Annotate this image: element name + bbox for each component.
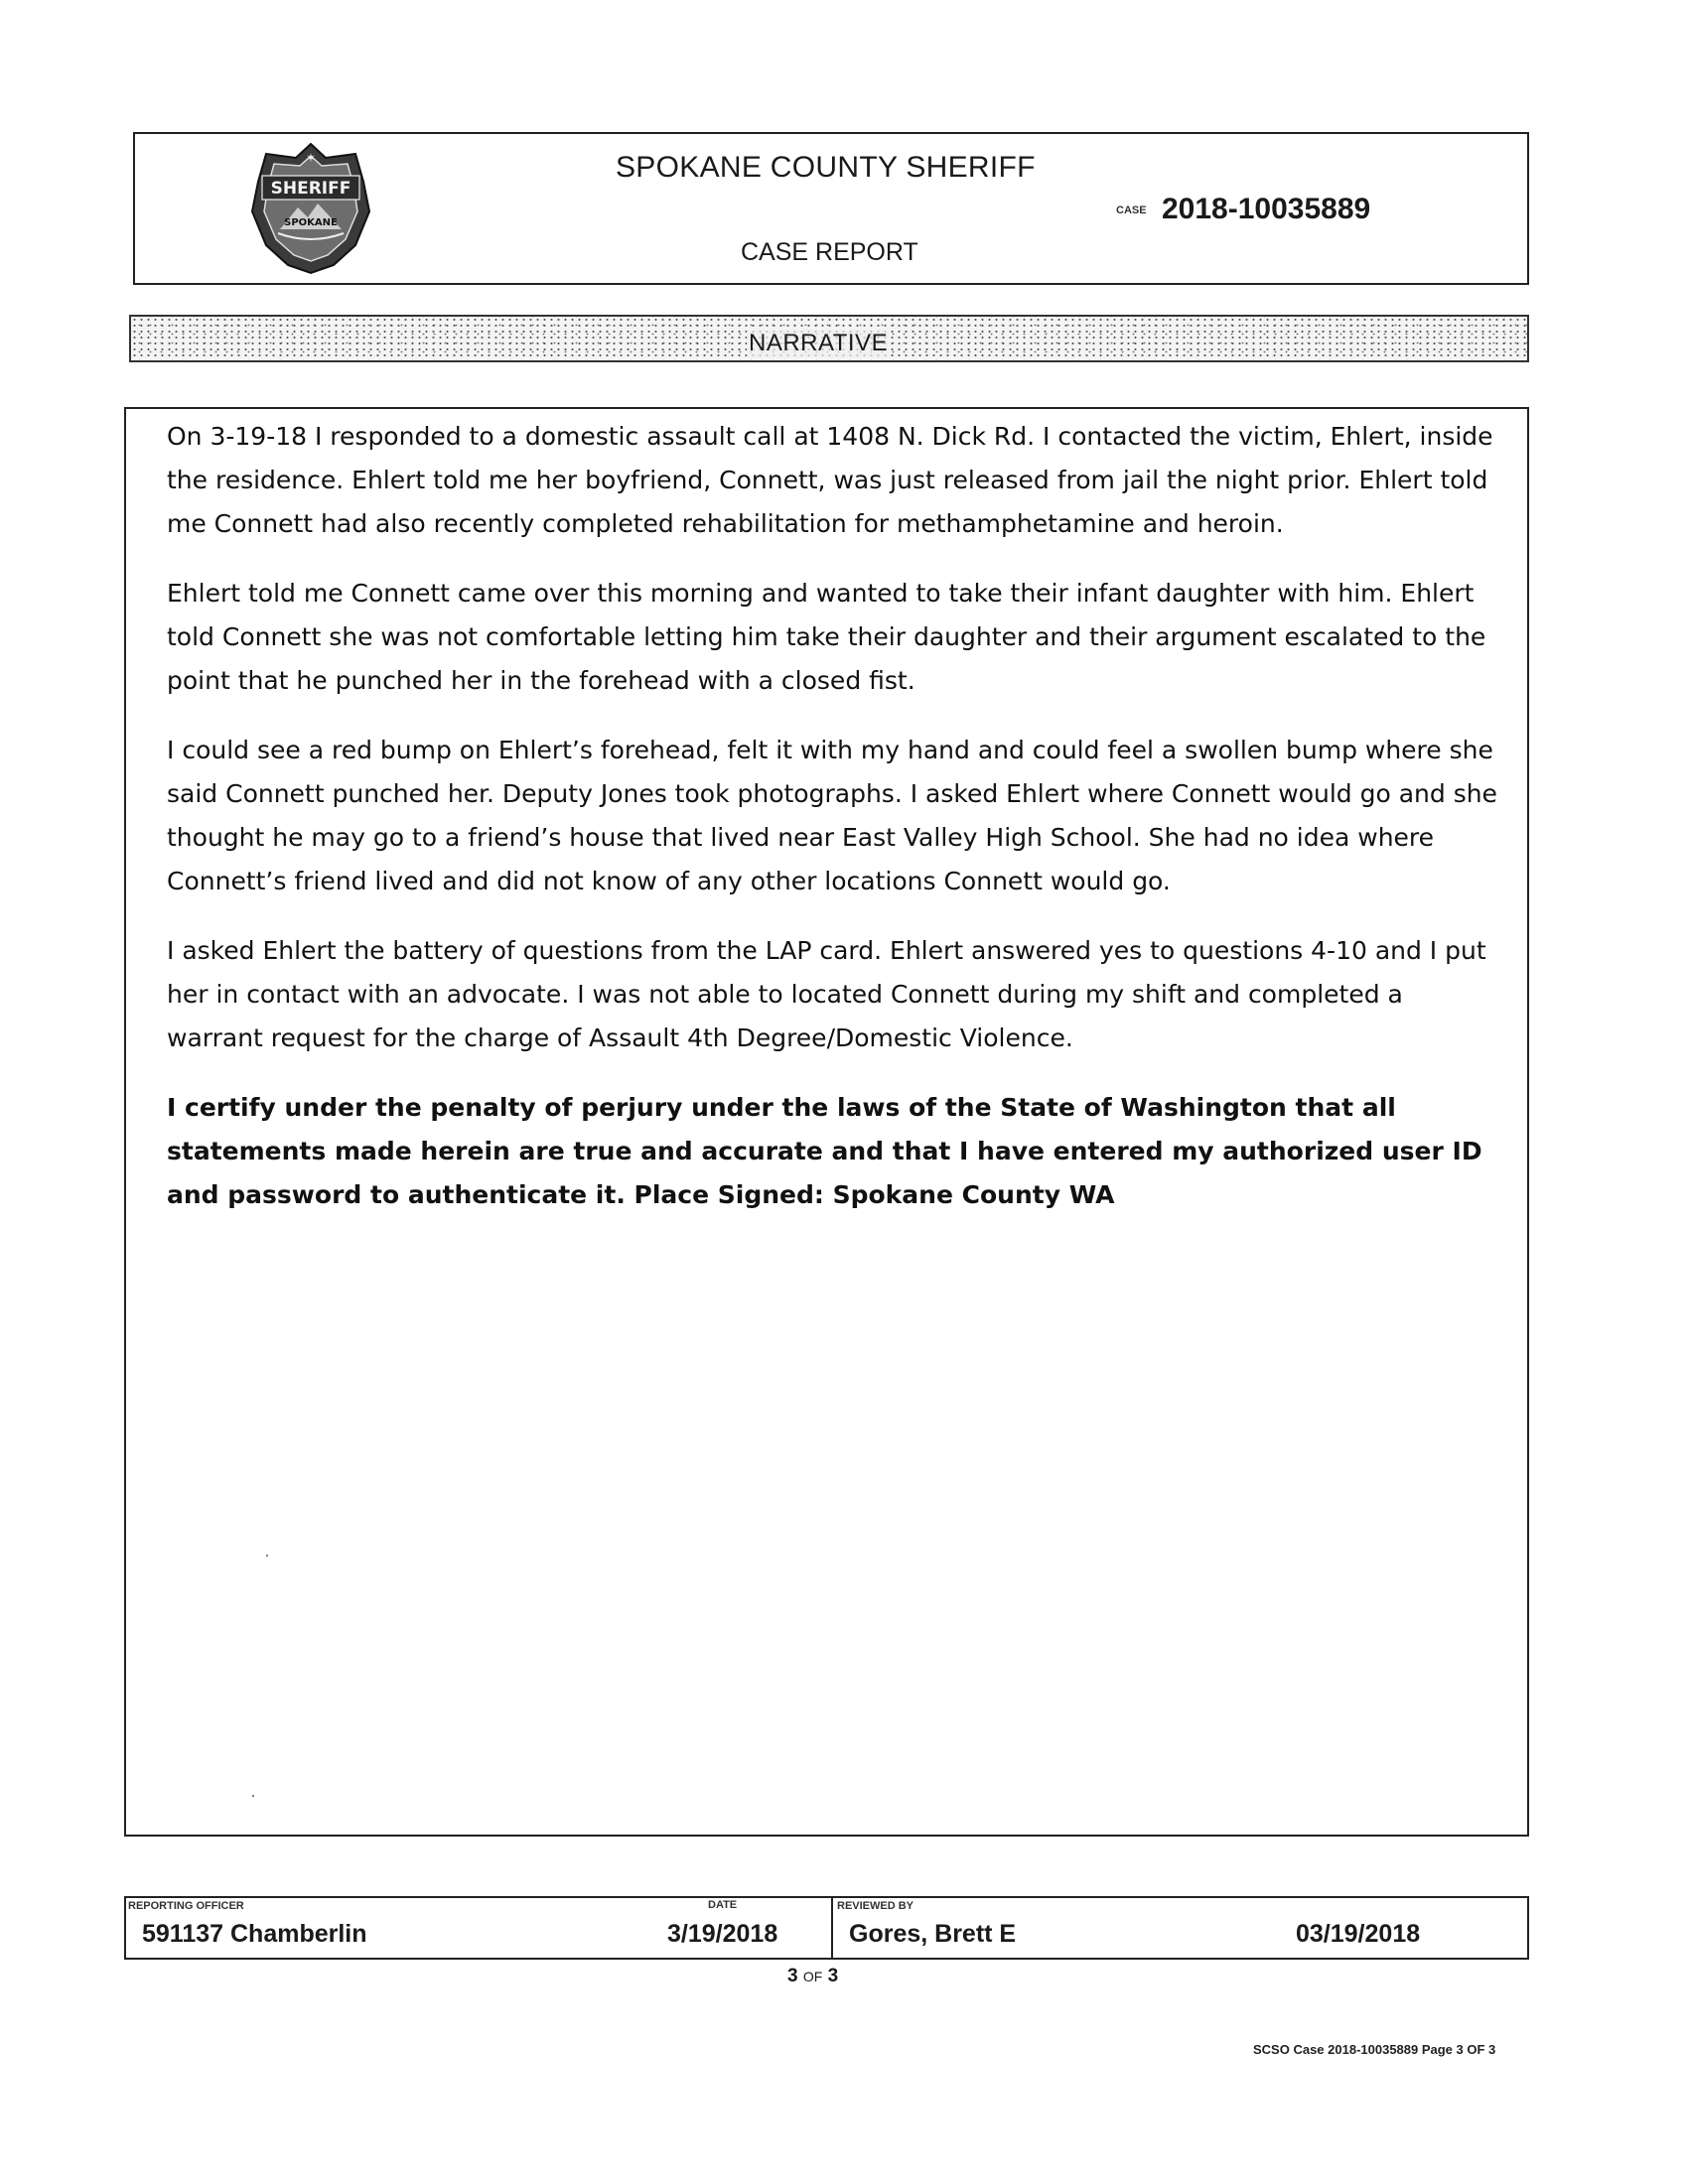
- scan-speck: [252, 1795, 254, 1797]
- reviewed-by-label: REVIEWED BY: [837, 1900, 914, 1912]
- svg-text:✶: ✶: [305, 151, 317, 165]
- scso-page-footer: SCSO Case 2018-10035889 Page 3 OF 3: [1253, 2042, 1496, 2057]
- narrative-paragraph: I asked Ehlert the battery of questions from the LAP card. Ehlert answered yes to questions 4-10 and I put her in contact with an advocate. I was not able to located Connett during my shift and completed a warrant request for the charge of Assault 4th Degree/Domestic Violence.: [167, 936, 1486, 1052]
- scan-speck: [266, 1555, 268, 1557]
- review-date-value: 03/19/2018: [1296, 1920, 1421, 1948]
- page-current: 3: [787, 1966, 798, 1986]
- narrative-paragraph: Ehlert told me Connett came over this morning and wanted to take their infant daughter with him. Ehlert told Connett she was not comfortable letting him take their daughter and their argument escalated to the point that he punched her in the forehead with a closed fist.: [167, 579, 1486, 695]
- narrative-section-label: NARRATIVE: [749, 330, 889, 356]
- footer-divider: [831, 1898, 833, 1958]
- report-type: CASE REPORT: [741, 238, 918, 266]
- svg-text:SPOKANE: SPOKANE: [284, 217, 338, 228]
- reporting-officer-label: REPORTING OFFICER: [128, 1900, 244, 1912]
- report-date-value: 3/19/2018: [667, 1920, 778, 1948]
- case-label: CASE: [1116, 205, 1147, 216]
- sheriff-badge-logo: [248, 142, 373, 275]
- narrative-text: [167, 415, 1497, 1243]
- page-total: 3: [827, 1966, 839, 1986]
- svg-text:SHERIFF: SHERIFF: [270, 179, 352, 199]
- narrative-paragraph: I could see a red bump on Ehlert’s forehead, felt it with my hand and could feel a swollen bump where she said Connett punched her. Deputy Jones took photographs. I asked Ehlert where Connett would go and she thought he may go to a friend’s house that lived near East Valley High School. She had no idea where Connett’s friend lived and did not know of any other locations Connett would go.: [167, 736, 1497, 895]
- date-label: DATE: [708, 1899, 738, 1911]
- narrative-paragraph: On 3-19-18 I responded to a domestic assault call at 1408 N. Dick Rd. I contacted the victim, Ehlert, inside the residence. Ehlert told me her boyfriend, Connett, was just released from jail the night prior. Ehlert told me Connett had also recently completed rehabilitation for methamphetamine and heroin.: [167, 422, 1493, 538]
- case-number: 2018-10035889: [1162, 193, 1371, 225]
- reporting-officer-value: 591137 Chamberlin: [142, 1920, 367, 1948]
- certification-statement: I certify under the penalty of perjury under the laws of the State of Washington that all statements made herein are true and accurate and that I have entered my authorized user ID and password to authenticate it. Place Signed: Spokane County WA: [167, 1093, 1482, 1209]
- agency-title: SPOKANE COUNTY SHERIFF: [616, 151, 1036, 184]
- reviewed-by-value: Gores, Brett E: [849, 1920, 1017, 1948]
- page-of: OF: [802, 1969, 823, 1984]
- page-number: [787, 1966, 838, 1987]
